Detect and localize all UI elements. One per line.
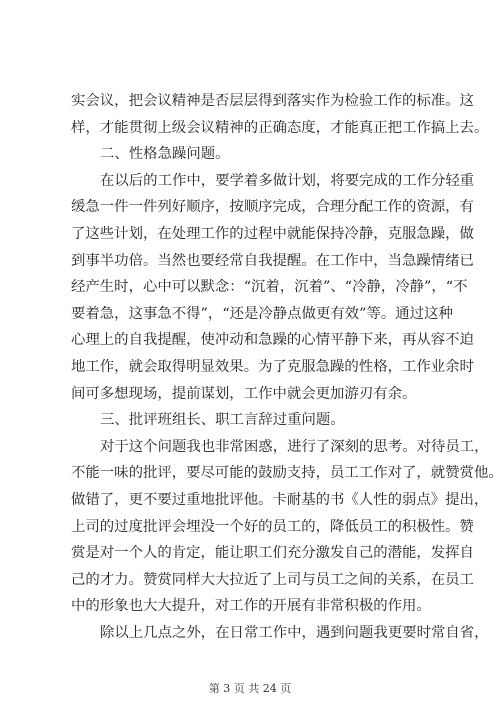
text-line: 样，才能贯彻上级会议精神的正确态度，才能真正把工作搞上去。 (71, 119, 489, 136)
text-line: 三、批评班组长、职工言辞过重问题。 (100, 412, 345, 429)
text-line: 了这些计划，在处理工作的过程中就能保持冷静，克服急躁，做 (71, 225, 474, 242)
text-line: 经产生时，心中可以默念：“沉着，沉着”、“冷静，冷静”，“不 (71, 279, 468, 296)
text-line: 地工作，就会取得明显效果。为了克服急躁的性格，工作业余时 (71, 358, 474, 375)
text-line: 做错了，更不要过重地批评他。卡耐基的书《人性的弱点》提出， (71, 491, 489, 508)
page-footer: 第 3 页 共 24 页 (208, 682, 292, 695)
text-line: 心理上的自我提醒，使冲动和急躁的心情平静下来，再从容不迫 (71, 332, 474, 349)
text-line: 间可多想现场，提前谋划，工作中就会更加游刃有余。 (71, 385, 417, 402)
text-line: 要着急，这事急不得”，“还是冷静点做更有效”等。通过这种 (71, 305, 453, 322)
text-line: 上司的过度批评会埋没一个好的员工的，降低员工的积极性。赞 (71, 518, 474, 535)
text-line: 对于这个问题我也非常困惑，进行了深刻的思考。对待员工， (100, 438, 489, 455)
text-line: 不能一味的批评，要尽可能的鼓励支持，员工工作对了，就赞赏他。 (71, 465, 503, 482)
text-line: 在以后的工作中，要学着多做计划，将要完成的工作分轻重 (100, 172, 475, 189)
text-line: 实会议，把会议精神是否层层得到落实作为检验工作的标准。这 (71, 93, 474, 109)
text-line: 到事半功倍。当然也要经常自我提醒。在工作中，当急躁情绪已 (71, 252, 474, 269)
text-line: 中的形象也大大提升，对工作的开展有非常积极的作用。 (71, 598, 431, 615)
text-line: 除以上几点之外，在日常工作中，遇到问题我更要时常自省， (100, 624, 489, 641)
text-line: 己的才力。赞赏同样大大拉近了上司与员工之间的关系，在员工 (71, 571, 474, 588)
text-line: 赏是对一个人的肯定，能让职工们充分激发自己的潜能，发挥自 (71, 545, 474, 562)
text-line: 二、性格急躁问题。 (100, 146, 230, 163)
text-line: 缓急一件一件列好顺序，按顺序完成，合理分配工作的资源，有 (71, 199, 474, 216)
body-text (71, 88, 503, 646)
